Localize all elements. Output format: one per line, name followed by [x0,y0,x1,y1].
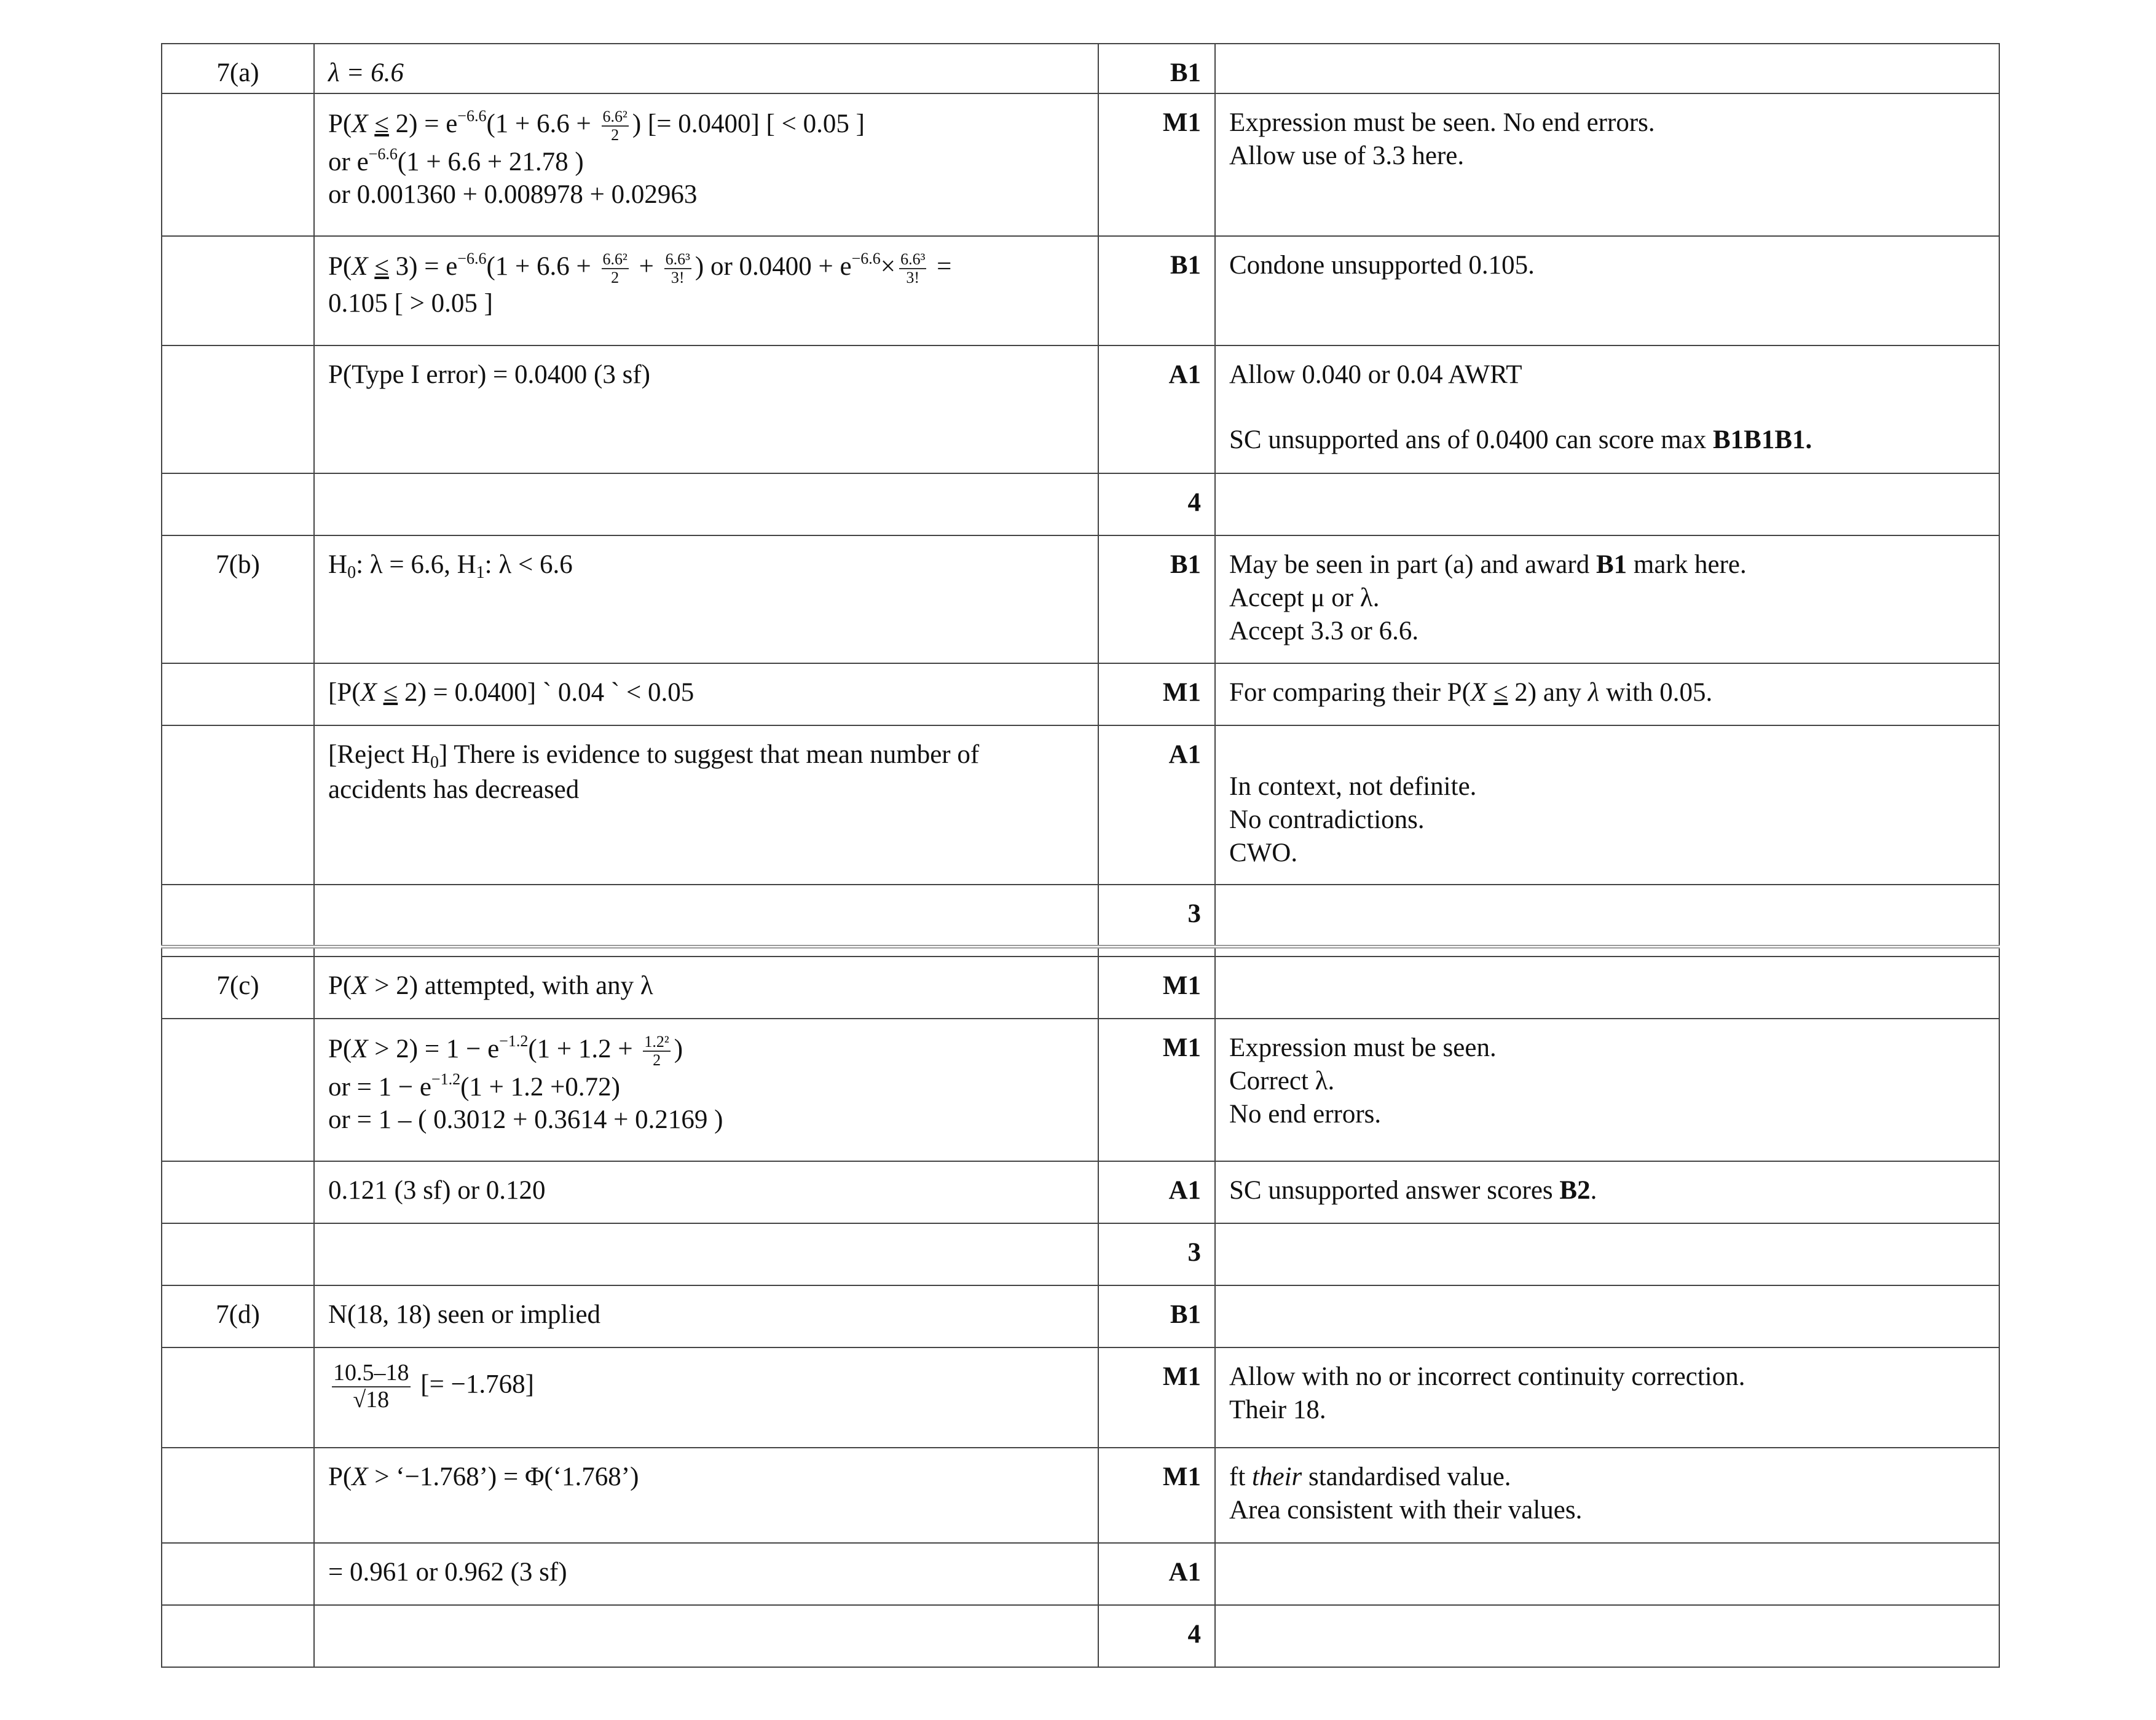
answer-cell: $H_0$: λ = 6.6, $H_1$: λ < 6.6 [314,535,1098,663]
table-row [162,1285,1999,1347]
fraction: $\frac{10.5-18}{√18}$ [333,1360,409,1413]
mark-cell: M1 [1098,1448,1215,1543]
mark-cell: A1 [1098,1161,1215,1223]
total-marks: 3 [1098,1223,1215,1285]
guidance-cell: ft their standardised value. Area consistent with their values. [1215,1448,1999,1543]
answer-cell: [Reject $H_0$] There is evidence to suggest that mean number of accidents has decreased [314,725,1098,885]
table-row [162,1161,1999,1223]
table-row [162,44,1999,93]
table-row [162,535,1999,663]
mark-cell: B1 [1098,535,1215,663]
answer-cell: = 0.961 or 0.962 (3 sf) [314,1543,1098,1605]
table-row [162,663,1999,725]
total-marks: 3 [1098,885,1215,947]
answer-cell: N(18, 18) seen or implied [314,1285,1098,1347]
mark-cell: B1 [1098,236,1215,345]
table-row [162,93,1999,236]
guidance-cell: May be seen in part (a) and award B1 mark here. Accept μ or λ. Accept 3.3 or 6.6. [1215,535,1999,663]
table-row [162,1347,1999,1448]
question-label: 7(a) [162,44,314,93]
answer-cell: P(Type I error) = 0.0400 (3 sf) [314,345,1098,473]
answer-line: or $e^{-6.6}(1 + 6.6 + 21.78$ ) [328,144,584,176]
mark-cell: M1 [1098,663,1215,725]
answer-cell: 0.121 (3 sf) or 0.120 [314,1161,1098,1223]
table-row [162,957,1999,1019]
answer-cell [314,93,1098,236]
mark-scheme-table [161,43,2000,1668]
mark-cell: M1 [1098,1019,1215,1161]
table-row [162,236,1999,345]
section-divider [162,947,1999,957]
guidance-cell: Allow 0.040 or 0.04 AWRT SC unsupported ans of 0.0400 can score max B1B1B1. [1215,345,1999,473]
mark-cell: B1 [1098,44,1215,93]
total-marks: 4 [1098,1605,1215,1667]
guidance-cell: SC unsupported answer scores B2. [1215,1161,1999,1223]
guidance-cell: Allow with no or incorrect continuity correction. Their 18. [1215,1347,1999,1448]
answer-text: λ = 6.6 [328,58,404,87]
guidance-cell: In context, not definite. No contradictions. CWO. [1215,725,1999,885]
total-marks: 4 [1098,473,1215,535]
table-row [162,1605,1999,1667]
mark-cell: A1 [1098,345,1215,473]
answer-line: $P(X \le 2) = e^{-6.6}(1 + 6.6$ + $\frac{\text{6.6²}}{2}$ ) [= 0.0400] [ < 0.05 ] [328,107,865,144]
answer-cell: $P(X > 2) = 1 - e^{-1.2}(1 + 1.2$ + $\frac{\text{1.2²}}{2}$ ) or = $1 - e^{-1.2}(1 + 1.2 +0.72)$ or = 1 – ( 0.3012 + 0.3614 + 0.2169 ) [314,1019,1098,1161]
table-row [162,1543,1999,1605]
guidance-cell [1215,44,1999,93]
table-row [162,725,1999,885]
mark-cell: B1 [1098,1285,1215,1347]
table-row [162,473,1999,535]
answer-cell: [P(X ≤ 2) = 0.0400] ` 0.04 ` < 0.05 [314,663,1098,725]
fraction: $\frac{\text{6.6³}}{3!}$ [665,250,690,287]
answer-cell: P(X > 2) attempted, with any λ [314,957,1098,1019]
answer-line: 0.105 [ > 0.05 ] [328,288,493,318]
guidance-cell: Expression must be seen. No end errors. Allow use of 3.3 here. [1215,93,1999,236]
mark-cell: M1 [1098,93,1215,236]
answer-cell: P(X > ‘−1.768’) = Φ(‘1.768’) [314,1448,1098,1543]
fraction: $\frac{\text{6.6²}}{2}$ [602,107,628,144]
fraction: $\frac{\text{6.6²}}{2}$ [602,250,628,287]
mark-cell: A1 [1098,1543,1215,1605]
fraction: $\frac{\text{6.6³}}{3!}$ [900,250,926,287]
guidance-cell: Expression must be seen. Correct λ. No end errors. [1215,1019,1999,1161]
table-row [162,1448,1999,1543]
mark-cell: A1 [1098,725,1215,885]
question-label: 7(c) [162,957,314,1019]
mark-cell: M1 [1098,1347,1215,1448]
answer-cell [314,236,1098,345]
table-row [162,885,1999,947]
table-row [162,1223,1999,1285]
answer-line: or 0.001360 + 0.008978 + 0.02963 [328,180,698,210]
guidance-cell: For comparing their P(X ≤ 2) any λ with 0.05. [1215,663,1999,725]
guidance-cell: Condone unsupported 0.105. [1215,236,1999,345]
mark-cell: M1 [1098,957,1215,1019]
answer-cell: $\frac{10.5-18}{√18}$ [= −1.768] [314,1347,1098,1448]
fraction: $\frac{\text{1.2²}}{2}$ [644,1032,669,1070]
table-row [162,1019,1999,1161]
answer-cell [314,44,1098,93]
answer-line: $P(X \le 3) = e^{-6.6}(1 + 6.6$ + $\frac{\text{6.6²}}{2}$ + $\frac{\text{6.6³}}{3!}$ ) or $0.0400 + e^{-6.6}\times$ $\frac{\text{6.6³}}{3!}$ = [328,250,952,287]
question-label: 7(d) [162,1285,314,1347]
question-label: 7(b) [162,535,314,663]
table-row [162,345,1999,473]
